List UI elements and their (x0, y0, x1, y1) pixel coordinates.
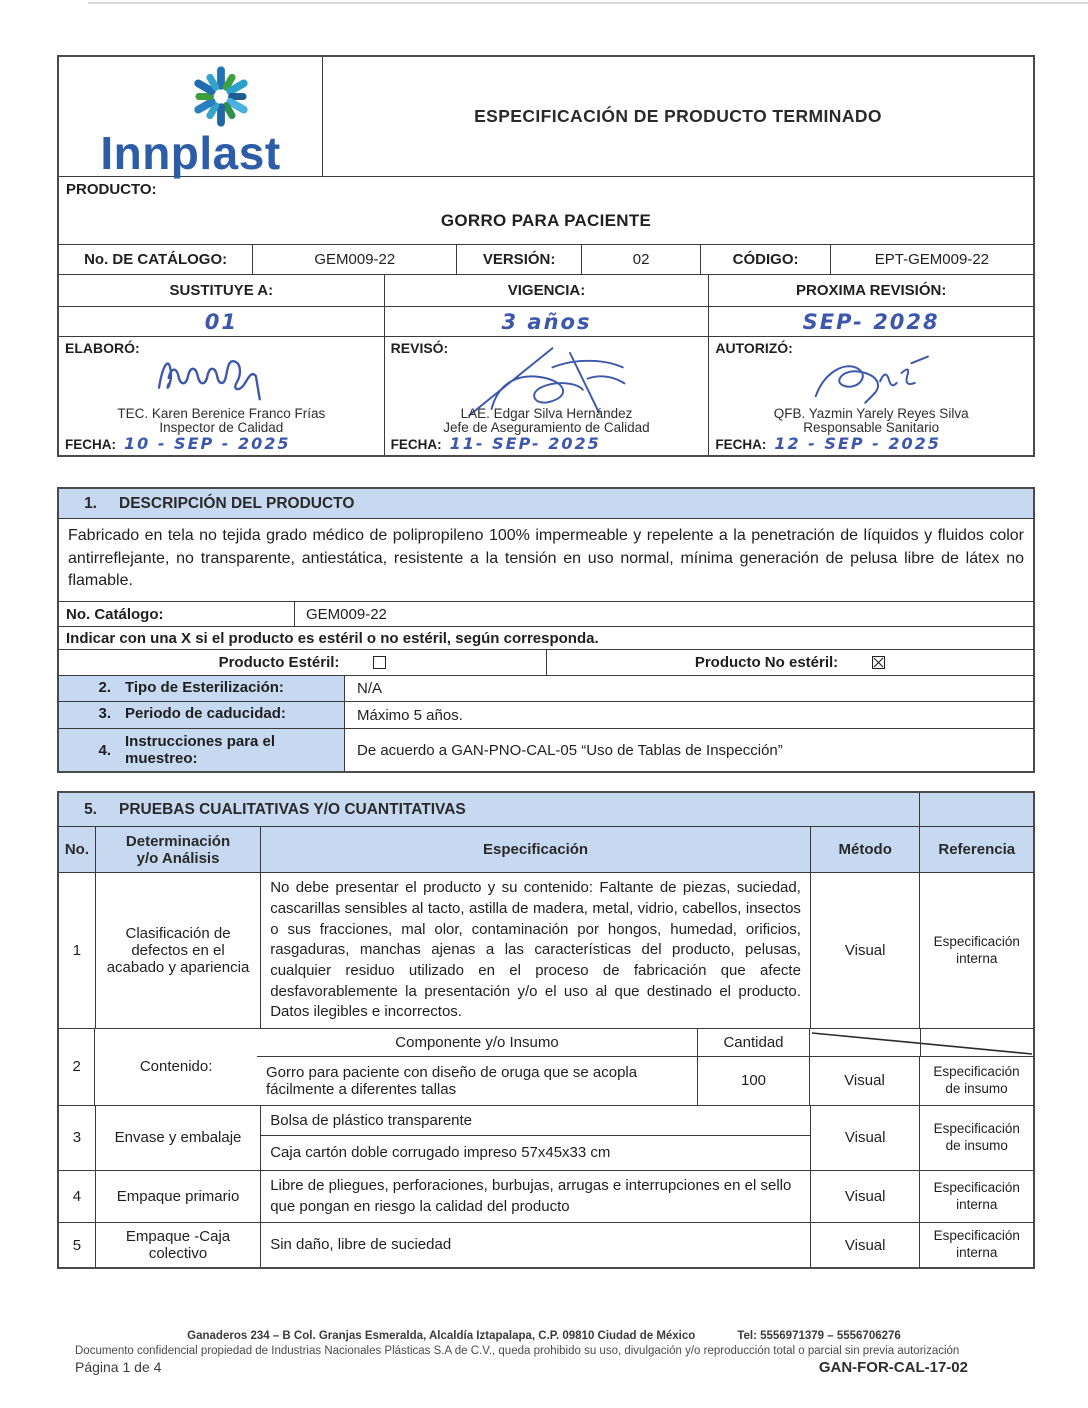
reviso-name: LAE. Edgar Silva Hernández (460, 406, 633, 421)
row2-cantidad-value: 100 (697, 1057, 809, 1105)
item-caducidad-row (59, 702, 1033, 729)
elaboro-name: TEC. Karen Berenice Franco Frías (117, 406, 326, 421)
catalogo-row (59, 602, 1033, 627)
elaboro-label: ELABORÓ: (65, 340, 140, 356)
reviso-cell (384, 337, 709, 455)
row3-determinacion: Envase y embalaje (95, 1106, 260, 1170)
checkbox-x-icon (873, 657, 884, 668)
section-5-title: PRUEBAS CUALITATIVAS Y/O CUANTITATIVAS (119, 800, 466, 818)
row5-especificacion: Sin daño, libre de suciedad (260, 1223, 810, 1267)
code-value: EPT-GEM009-22 (830, 245, 1033, 274)
logo-wordmark: Innplast (100, 127, 281, 179)
item-4-value: De acuerdo a GAN-PNO-CAL-05 “Uso de Tablas de Inspección” (344, 729, 1033, 771)
version-value: 02 (581, 245, 701, 274)
elaboro-cell (59, 337, 384, 455)
item-2-value: N/A (344, 676, 1033, 701)
row2-crossed-cell (809, 1029, 1033, 1056)
autorizo-label: AUTORIZÓ: (715, 340, 793, 356)
document-title: ESPECIFICACIÓN DE PRODUCTO TERMINADO (322, 57, 1033, 176)
item-muestreo-row (59, 729, 1033, 771)
revision-labels-row (59, 275, 1033, 307)
item-esterilizacion-row (59, 676, 1033, 702)
section-1-header (59, 489, 1033, 519)
producto-esteril-label: Producto Estéril: (218, 654, 340, 672)
reviso-label: REVISÓ: (390, 340, 449, 356)
autorizo-cell (708, 337, 1033, 455)
row3-especificacion-1: Bolsa de plástico transparente (261, 1106, 810, 1136)
indicate-esteril-line: Indicar con una X si el producto es estéril o no estéril, según corresponda. (59, 627, 1033, 650)
section-5-header (59, 793, 1033, 827)
row3-referencia: Especificación de insumo (919, 1106, 1033, 1170)
elaboro-fecha-handwritten: 10 - SEP - 2025 (124, 434, 291, 453)
autorizo-signature (791, 345, 951, 411)
col-metodo: Método (810, 827, 920, 872)
elaboro-role: Inspector de Calidad (159, 420, 284, 435)
row2-cantidad-header: Cantidad (697, 1029, 809, 1056)
version-label: VERSIÓN: (456, 245, 580, 274)
autorizo-role: Responsable Sanitario (803, 420, 940, 435)
table-row-5 (59, 1223, 1033, 1267)
document-page (57, 55, 1035, 1269)
section-5-number: 5. (84, 800, 97, 818)
col-determinacion-line1: Determinación (125, 832, 231, 850)
item-4-label: Instrucciones para el muestreo: (125, 733, 276, 768)
footer-confidential: Documento confidencial propiedad de Industrias Nacionales Plásticas S.A de C.V., queda prohibido su uso, divulgación y/o reproducción total o parcial sin previa autorización (75, 1345, 960, 1357)
row2-metodo: Visual (809, 1057, 919, 1105)
row5-metodo: Visual (810, 1223, 920, 1267)
row2-componente-value: Gorro para paciente con diseño de oruga que se acopla fácilmente a diferentes tallas (266, 1063, 638, 1098)
section-1-title: DESCRIPCIÓN DEL PRODUCTO (119, 494, 355, 512)
product-row (59, 177, 1033, 245)
producto-no-esteril-checkbox-checked (872, 656, 885, 669)
table-row-4 (59, 1171, 1033, 1223)
col-no: No. (64, 841, 90, 859)
item-2-label: Tipo de Esterilización: (125, 679, 284, 697)
row2-num: 2 (72, 1058, 81, 1076)
item-3-label: Periodo de caducidad: (125, 705, 286, 723)
autorizo-fecha-label: FECHA: (715, 437, 767, 452)
autorizo-name: QFB. Yazmin Yarely Reyes Silva (773, 406, 969, 421)
row1-referencia: Especificación interna (919, 873, 1033, 1028)
catalog-value: GEM009-22 (252, 245, 456, 274)
row5-num: 5 (72, 1236, 82, 1254)
logo-cell (59, 57, 322, 179)
header-table (57, 55, 1035, 457)
row4-determinacion: Empaque primario (95, 1171, 260, 1222)
col-referencia: Referencia (919, 827, 1033, 872)
table-row-2 (59, 1029, 1033, 1106)
col-determinacion (95, 827, 260, 872)
proxima-revision-value-handwritten: SEP- 2028 (802, 309, 940, 334)
sustituye-label: SUSTITUYE A: (169, 282, 274, 299)
sustituye-value-handwritten: 01 (204, 309, 238, 334)
row1-especificacion: No debe presentar el producto y su contenido: Faltante de piezas, suciedad, cascarillas sensibles al tacto, astilla de madera, metal, vidrio, cabellos, insectos o sus fracciones, mal olor, contaminación por hongos, humedad, orificios, rasgaduras, manchas ajenas a las características del producto, pelusas, cualquier residuo utilizado en el proceso de fabricación que afecte desfavorablemente la presentación y/o el uso al que destinado el producto. Datos ilegibles e incorrectos. (260, 873, 810, 1028)
autorizo-fecha-handwritten: 12 - SEP - 2025 (774, 434, 941, 453)
esteril-row (59, 650, 1033, 676)
section-5-header-right-cell (919, 793, 1033, 826)
row4-especificacion: Libre de pliegues, perforaciones, burbujas, arrugas e interrupciones en el sello que pongan en riesgo la calidad del producto (260, 1171, 810, 1222)
catalog-label: No. DE CATÁLOGO: (84, 251, 228, 268)
catalogo-value: GEM009-22 (294, 602, 1033, 626)
product-name: GORRO PARA PACIENTE (440, 211, 652, 230)
table-row-1 (59, 873, 1033, 1029)
item-2-number: 2. (98, 679, 111, 697)
product-label: PRODUCTO: (66, 181, 157, 198)
product-description: Fabricado en tela no tejida grado médico de polipropileno 100% impermeable y repelente a la penetración de líquidos y fluidos color antirreflejante, no transparente, antiestática, resistente a la tensión en uso normal, mínima generación de pelusa libre de látex no flamable. (59, 519, 1033, 602)
row2-componente-header: Componente y/o Insumo (395, 1033, 559, 1051)
revision-values-row (59, 307, 1033, 337)
vigencia-value-handwritten: 3 años (501, 309, 592, 334)
row2-referencia: Especificación de insumo (919, 1057, 1033, 1105)
page-footer (0, 1330, 1088, 1376)
row4-metodo: Visual (810, 1171, 920, 1222)
row2-determinacion: Contenido: (94, 1029, 257, 1105)
footer-tel: Tel: 5556971379 – 5556706276 (737, 1330, 901, 1342)
row4-referencia: Especificación interna (919, 1171, 1033, 1222)
catalogo-label: No. Catálogo: (66, 605, 164, 623)
producto-esteril-checkbox-unchecked (373, 656, 386, 669)
reviso-fecha-label: FECHA: (390, 437, 442, 452)
row1-num: 1 (72, 942, 82, 960)
row3-metodo: Visual (810, 1106, 920, 1170)
col-determinacion-line2: y/o Análisis (136, 849, 220, 867)
innplast-snowflake-icon (182, 61, 260, 132)
code-label: CÓDIGO: (700, 245, 829, 274)
row3-num: 3 (72, 1129, 82, 1147)
reviso-role: Jefe de Aseguramiento de Calidad (443, 420, 650, 435)
elaboro-fecha-label: FECHA: (65, 437, 116, 452)
proxima-revision-label: PROXIMA REVISIÓN: (708, 275, 1033, 306)
table-column-header (59, 827, 1033, 873)
row4-num: 4 (72, 1188, 82, 1206)
reviso-fecha-handwritten: 11- SEP- 2025 (449, 434, 601, 453)
section-1-table (57, 487, 1035, 773)
page-number: Página 1 de 4 (75, 1359, 162, 1375)
producto-no-esteril-label: Producto No estéril: (694, 654, 839, 672)
footer-address: Ganaderos 234 – B Col. Granjas Esmeralda, Alcaldía Iztapalapa, C.P. 09810 Ciudad de México (187, 1330, 696, 1342)
vigencia-label: VIGENCIA: (384, 275, 709, 306)
item-4-number: 4. (98, 741, 111, 759)
section-1-number: 1. (84, 494, 97, 512)
row3-especificacion-2: Caja cartón doble corrugado impreso 57x45x33 cm (270, 1144, 611, 1162)
item-3-value: Máximo 5 años. (344, 702, 1033, 728)
section-5-table (57, 791, 1035, 1269)
row5-determinacion: Empaque -Caja colectivo (95, 1223, 260, 1267)
form-code: GAN-FOR-CAL-17-02 (818, 1359, 968, 1376)
diagonal-strike-line (810, 1029, 1034, 1057)
signatures-row (59, 337, 1033, 455)
elaboro-signature (146, 345, 296, 407)
scan-artifact-line (88, 2, 1088, 4)
item-3-number: 3. (98, 705, 111, 723)
col-especificacion: Especificación (260, 827, 810, 872)
row1-determinacion: Clasificación de defectos en el acabado y apariencia (95, 873, 260, 1028)
catalog-row (59, 245, 1033, 275)
table-row-3 (59, 1106, 1033, 1171)
row5-referencia: Especificación interna (919, 1223, 1033, 1267)
row1-metodo: Visual (810, 873, 920, 1028)
